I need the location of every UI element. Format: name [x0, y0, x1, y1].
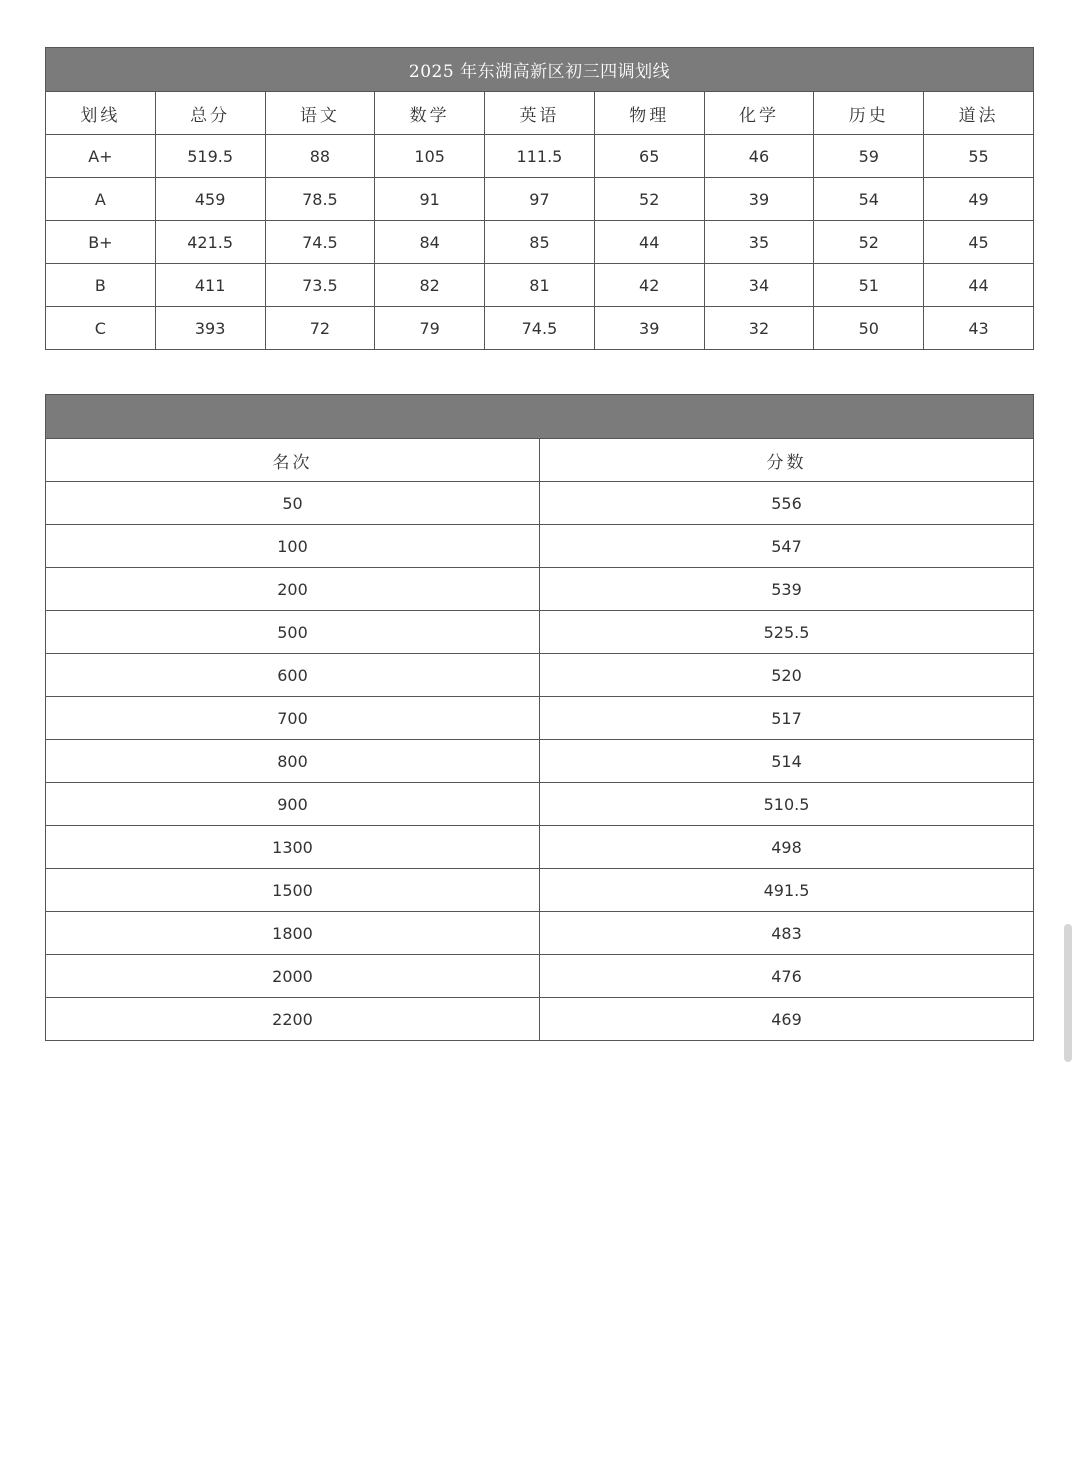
- table-cell: 459: [155, 178, 265, 221]
- cutoff-table: [45, 47, 1034, 350]
- table-cell: 800: [46, 740, 540, 783]
- table-cell: 91: [375, 178, 485, 221]
- table-cell: 200: [46, 568, 540, 611]
- table-row: [46, 955, 1034, 998]
- table-cell: B+: [46, 221, 156, 264]
- table-cell: 84: [375, 221, 485, 264]
- scrollbar-thumb[interactable]: [1064, 924, 1072, 1062]
- table-cell: 514: [540, 740, 1034, 783]
- table-cell: 469: [540, 998, 1034, 1041]
- column-header: 语文: [265, 92, 375, 135]
- table-cell: 111.5: [485, 135, 595, 178]
- table-cell: 476: [540, 955, 1034, 998]
- cutoff-table-body: [46, 135, 1034, 350]
- table-row: [46, 869, 1034, 912]
- table-cell: 498: [540, 826, 1034, 869]
- table-cell: 55: [924, 135, 1034, 178]
- table-cell: 700: [46, 697, 540, 740]
- table-row: [46, 135, 1034, 178]
- table-cell: 517: [540, 697, 1034, 740]
- table-row: [46, 221, 1034, 264]
- column-header: 英语: [485, 92, 595, 135]
- table-cell: 600: [46, 654, 540, 697]
- table-cell: 100: [46, 525, 540, 568]
- column-header: 总分: [155, 92, 265, 135]
- table-cell: 79: [375, 307, 485, 350]
- rank-table-body: [46, 482, 1034, 1041]
- table-row: [46, 178, 1034, 221]
- table-cell: 35: [704, 221, 814, 264]
- table-cell: 54: [814, 178, 924, 221]
- table-cell: 44: [924, 264, 1034, 307]
- table-cell: 85: [485, 221, 595, 264]
- table-cell: 483: [540, 912, 1034, 955]
- table-cell: 49: [924, 178, 1034, 221]
- table-row: [46, 998, 1034, 1041]
- table-cell: 520: [540, 654, 1034, 697]
- column-header: 化学: [704, 92, 814, 135]
- table-row: [46, 826, 1034, 869]
- cutoff-table-header-row: [46, 92, 1034, 135]
- table-cell: 2000: [46, 955, 540, 998]
- table-row: [46, 525, 1034, 568]
- column-header: 划线: [46, 92, 156, 135]
- table-cell: 78.5: [265, 178, 375, 221]
- table-cell: 105: [375, 135, 485, 178]
- table-row: [46, 912, 1034, 955]
- table-cell: 52: [594, 178, 704, 221]
- rank-table-header-row: [46, 439, 1034, 482]
- table-cell: 45: [924, 221, 1034, 264]
- table-cell: 500: [46, 611, 540, 654]
- column-header: 名次: [46, 439, 540, 482]
- table-row: [46, 697, 1034, 740]
- table-cell: 51: [814, 264, 924, 307]
- table-cell: 411: [155, 264, 265, 307]
- table-cell: 39: [704, 178, 814, 221]
- table-cell: C: [46, 307, 156, 350]
- table-cell: 556: [540, 482, 1034, 525]
- table-cell: 32: [704, 307, 814, 350]
- column-header: 道法: [924, 92, 1034, 135]
- table-cell: 74.5: [485, 307, 595, 350]
- table-row: [46, 307, 1034, 350]
- table-cell: B: [46, 264, 156, 307]
- table-cell: A+: [46, 135, 156, 178]
- table-cell: 44: [594, 221, 704, 264]
- table-row: [46, 611, 1034, 654]
- table-cell: 50: [46, 482, 540, 525]
- table-cell: 1500: [46, 869, 540, 912]
- column-header: 历史: [814, 92, 924, 135]
- table-row: [46, 783, 1034, 826]
- rank-table-title: [46, 395, 1034, 439]
- cutoff-table-title: 2025 年东湖高新区初三四调划线: [46, 48, 1034, 92]
- column-header: 物理: [594, 92, 704, 135]
- table-cell: 42: [594, 264, 704, 307]
- table-cell: A: [46, 178, 156, 221]
- table-cell: 39: [594, 307, 704, 350]
- table-cell: 88: [265, 135, 375, 178]
- table-cell: 50: [814, 307, 924, 350]
- table-cell: 46: [704, 135, 814, 178]
- table-cell: 1300: [46, 826, 540, 869]
- table-cell: 34: [704, 264, 814, 307]
- table-cell: 519.5: [155, 135, 265, 178]
- table-cell: 547: [540, 525, 1034, 568]
- table-cell: 73.5: [265, 264, 375, 307]
- table-cell: 539: [540, 568, 1034, 611]
- table-cell: 2200: [46, 998, 540, 1041]
- table-row: [46, 740, 1034, 783]
- table-cell: 72: [265, 307, 375, 350]
- table-row: [46, 264, 1034, 307]
- table-cell: 74.5: [265, 221, 375, 264]
- table-cell: 82: [375, 264, 485, 307]
- table-cell: 1800: [46, 912, 540, 955]
- table-row: [46, 482, 1034, 525]
- table-cell: 900: [46, 783, 540, 826]
- table-cell: 491.5: [540, 869, 1034, 912]
- table-cell: 81: [485, 264, 595, 307]
- table-cell: 52: [814, 221, 924, 264]
- column-header: 数学: [375, 92, 485, 135]
- column-header: 分数: [540, 439, 1034, 482]
- rank-table: [45, 394, 1034, 1041]
- table-cell: 393: [155, 307, 265, 350]
- table-cell: 421.5: [155, 221, 265, 264]
- table-row: [46, 568, 1034, 611]
- table-cell: 65: [594, 135, 704, 178]
- table-cell: 59: [814, 135, 924, 178]
- table-cell: 525.5: [540, 611, 1034, 654]
- table-cell: 97: [485, 178, 595, 221]
- table-row: [46, 654, 1034, 697]
- table-cell: 43: [924, 307, 1034, 350]
- table-cell: 510.5: [540, 783, 1034, 826]
